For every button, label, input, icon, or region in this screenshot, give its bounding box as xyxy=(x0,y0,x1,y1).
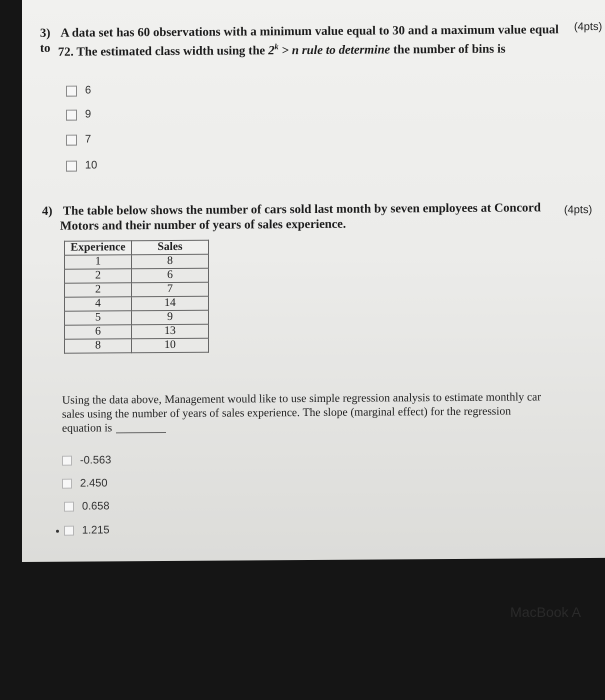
q4-option-4-label: 1.215 xyxy=(82,524,110,537)
table-row xyxy=(65,254,209,269)
q3-option-1[interactable] xyxy=(66,85,91,97)
table-header-row xyxy=(65,240,209,255)
q4-option-1[interactable] xyxy=(62,454,111,466)
q3-text-line2: 72. The estimated class width using the xyxy=(58,43,266,59)
table-cell: 2 xyxy=(65,269,132,283)
checkbox-icon[interactable] xyxy=(64,526,74,536)
table-cell: 10 xyxy=(132,338,209,353)
checkbox-icon[interactable] xyxy=(62,456,72,466)
device-watermark: MacBook A xyxy=(510,604,581,620)
q4-option-2-label: 2.450 xyxy=(80,477,108,490)
q3-text-emphasis: the number of bins is xyxy=(393,41,506,57)
table-cell: 14 xyxy=(132,296,209,311)
q4-option-4[interactable] xyxy=(64,524,110,536)
table-cell: 6 xyxy=(132,268,209,283)
table-cell: 4 xyxy=(65,297,132,311)
table-cell: 1 xyxy=(65,255,132,269)
table-row xyxy=(65,310,209,325)
table-cell: 7 xyxy=(132,282,209,297)
q3-option-2-label: 9 xyxy=(85,108,92,121)
q4-option-3[interactable] xyxy=(64,500,110,512)
q3-option-1-label: 6 xyxy=(85,84,92,97)
q4-paragraph-text: Using the data above, Management would like to use simple regression analysis to estimate monthly car sales using the number of years of sales experience. The slope (marginal effect) for the regression equation is xyxy=(62,391,542,435)
q3-number: 3) xyxy=(40,25,51,40)
table-cell: 5 xyxy=(65,311,132,325)
table-cell: 13 xyxy=(132,324,209,339)
table-cell: 8 xyxy=(65,339,132,353)
q4-text-line2: Motors and their number of years of sales experience. xyxy=(60,216,346,233)
checkbox-icon[interactable] xyxy=(64,502,74,512)
checkbox-icon[interactable] xyxy=(66,160,77,171)
q4-line2 xyxy=(60,215,580,234)
q3-option-4-label: 10 xyxy=(85,159,98,172)
table-row xyxy=(65,338,209,353)
table-cell: 2 xyxy=(65,283,132,297)
q3-option-4[interactable] xyxy=(66,159,97,171)
q3-option-3-label: 7 xyxy=(85,133,92,146)
table-row xyxy=(65,282,209,297)
table-row xyxy=(65,324,209,339)
q3-formula: 2$^k$ > n rule to determine xyxy=(268,42,391,58)
table-row xyxy=(65,296,209,311)
table-header-experience: Experience xyxy=(65,241,132,255)
q4-number: 4) xyxy=(42,203,53,218)
checkbox-icon[interactable] xyxy=(66,85,77,96)
checkbox-icon[interactable] xyxy=(62,479,72,489)
q3-option-3[interactable] xyxy=(66,134,91,146)
q3-option-2[interactable] xyxy=(66,109,91,121)
table-row xyxy=(65,268,209,283)
q4-points: (4pts) xyxy=(564,204,593,217)
worksheet-page xyxy=(22,0,605,562)
q4-question-paragraph xyxy=(62,390,552,435)
answer-blank xyxy=(116,432,166,433)
q3-text-line1: A data set has 60 observations with a minimum value equal to 30 and a maximum value equal to xyxy=(40,22,559,55)
experience-sales-table xyxy=(64,240,209,354)
q4-option-2[interactable] xyxy=(62,477,108,489)
checkbox-icon[interactable] xyxy=(66,134,77,145)
q4-option-1-label: -0.563 xyxy=(80,454,112,467)
cursor-mark xyxy=(56,530,59,533)
q4-text-line1: The table below shows the number of cars sold last month by seven employees at Concord xyxy=(62,200,541,218)
table-cell: 6 xyxy=(65,325,132,339)
table-header-sales: Sales xyxy=(132,240,209,255)
q4-option-3-label: 0.658 xyxy=(82,500,110,513)
q3-line2 xyxy=(58,40,578,60)
q3-points: (4pts) xyxy=(574,20,603,34)
table-cell: 9 xyxy=(132,310,209,325)
checkbox-icon[interactable] xyxy=(66,109,77,120)
table-cell: 8 xyxy=(132,254,209,269)
